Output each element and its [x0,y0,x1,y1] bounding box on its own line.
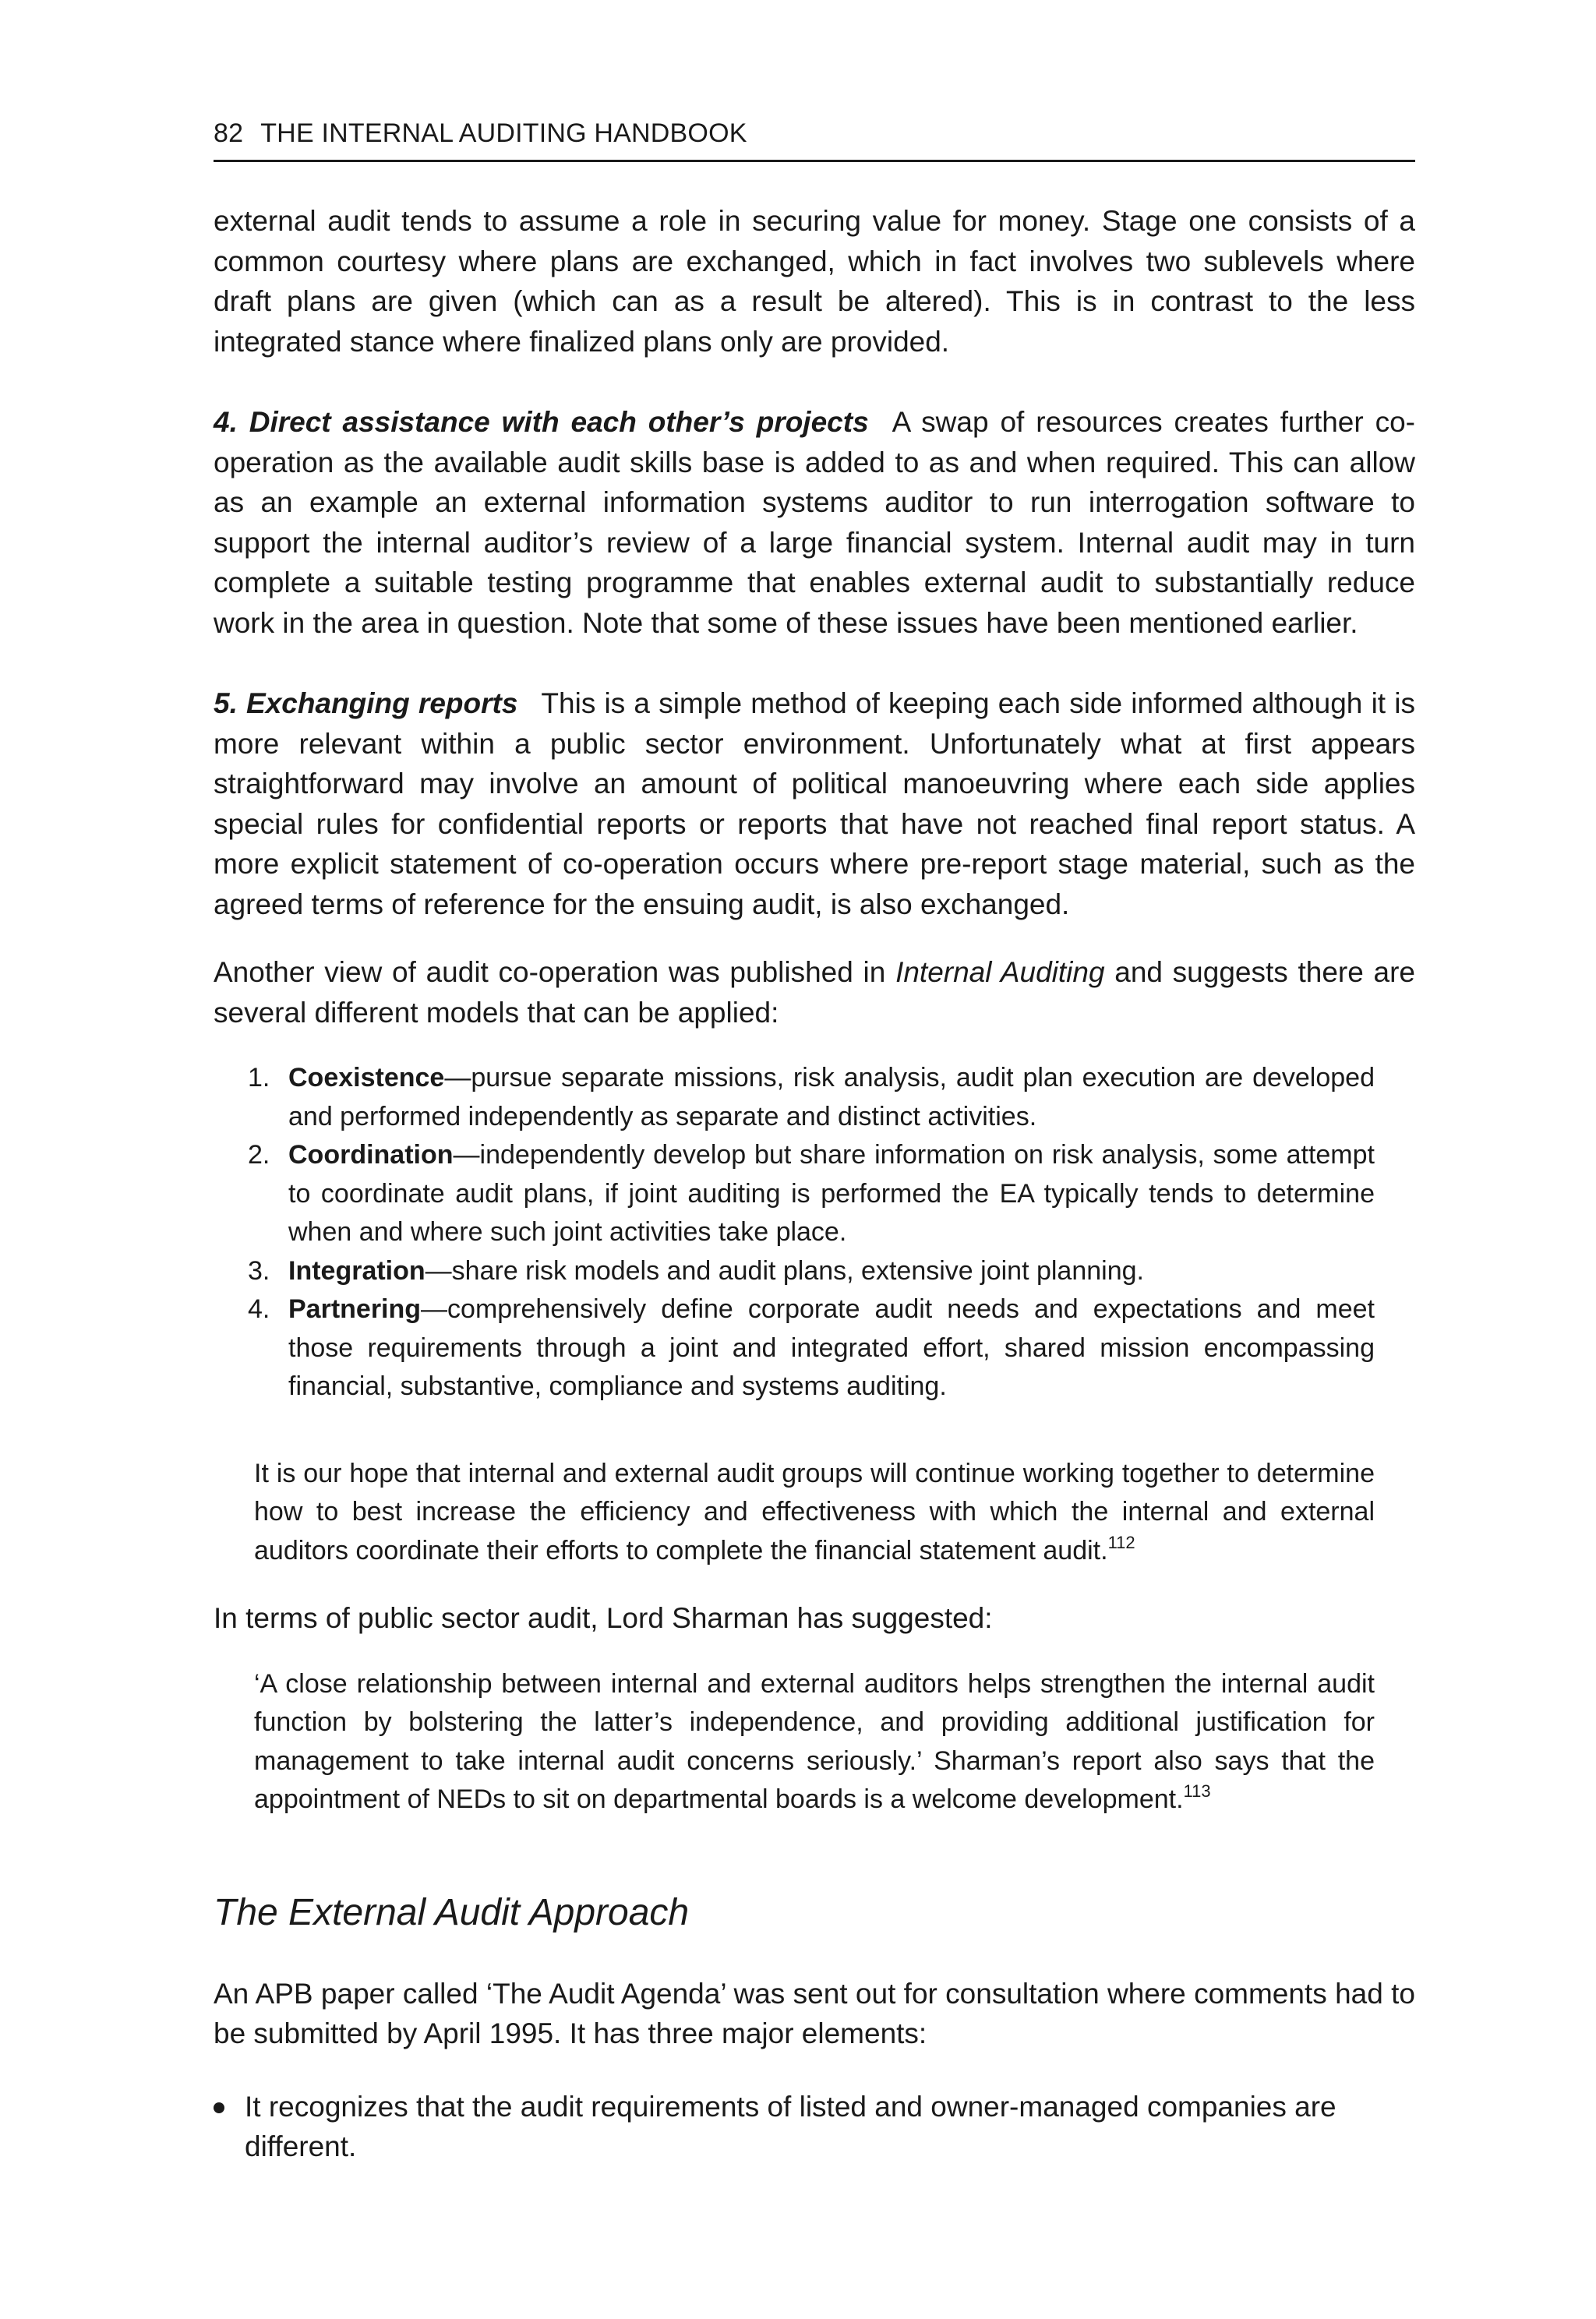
footnote-ref-112: 112 [1107,1532,1135,1552]
page-number: 82 [214,118,244,148]
models-intro-paragraph [214,952,1415,1032]
list-item [214,2087,1415,2167]
section-4-lead: 4. Direct assistance with each other’s projects [214,406,869,438]
block-quote-1 [254,1455,1375,1571]
list-number: 4. [248,1294,270,1324]
list-number: 3. [248,1255,270,1286]
section-heading: The External Audit Approach [214,1891,690,1933]
footnote-ref-113: 113 [1183,1781,1211,1801]
audit-models-list [214,1059,1415,1407]
model-description: —comprehensively define corporate audit needs and expectations and meet those requirements through a joint and integrated effort, shared mission encompassing financial, substantive, compliance and systems auditing. [288,1294,1375,1401]
bullet-text: It recognizes that the audit requirements of listed and owner-managed companies are different. [245,2090,1336,2162]
model-description: —share risk models and audit plans, extensive joint planning. [425,1255,1144,1286]
page-body [214,201,1415,2167]
intro-paragraph: external audit tends to assume a role in securing value for money. Stage one consists of a common courtesy where plans are exchanged, which in fact involves two sublevels where draft plans are given (which can as a result be altered). This is in contrast to the less integrated stance where finalized plans only are provided. [214,205,1415,358]
quote-2-text: ‘A close relationship between internal and external auditors helps strengthen the internal audit function by bolstering the latter’s independence, and providing additional justification for management to take internal audit concerns seriously.’ Sharman’s report also says that the appointment of NEDs to sit on departmental boards is a welcome development. [254,1668,1375,1814]
apb-paragraph: An APB paper called ‘The Audit Agenda’ was sent out for consultation where comments had to be submitted by April 1995. It has three major elements: [214,1977,1415,2049]
model-term: Integration [288,1255,425,1286]
running-header [214,118,1415,162]
list-item [248,1290,1375,1407]
list-number: 1. [248,1063,270,1092]
bullet-icon [214,2102,224,2113]
list-item [248,1136,1375,1252]
section-5-text: This is a simple method of keeping each side informed although it is more relevant within a public sector environment. Unfortunately what at first appears straightforward may involve an amount of political manoeuvring where each side applies special rules for confidential reports or reports that have not reached final report status. A more explicit statement of co-operation occurs where pre-report stage material, such as the agreed terms of reference for the ensuing audit, is also exchanged. [214,687,1415,920]
list-number: 2. [248,1140,270,1170]
list-item [248,1059,1375,1136]
section-5-lead: 5. Exchanging reports [214,687,518,719]
models-intro-text-before: Another view of audit co-operation was published in [214,956,896,988]
sharman-paragraph: In terms of public sector audit, Lord Sharman has suggested: [214,1602,993,1634]
elements-bullet-list [214,2087,1415,2167]
section-4-paragraph [214,402,1415,643]
list-item [248,1252,1375,1291]
model-description: —independently develop but share information on risk analysis, some attempt to coordinate audit plans, if joint auditing is performed the EA typically tends to determine when and where such joint activities take place. [288,1140,1375,1247]
model-term: Coordination [288,1140,454,1170]
running-title: THE INTERNAL AUDITING HANDBOOK [260,118,747,148]
journal-title: Internal Auditing [895,956,1105,988]
models-intro-text-after: and suggests there are several different models that can be applied: [214,956,1416,1029]
block-quote-2 [254,1665,1375,1820]
section-4-text: A swap of resources creates further co-operation as the available audit skills base is added to as and when required. This can allow as an example an external information systems auditor to run interrogation software to support the internal auditor’s review of a large financial system. Internal audit may in turn complete a suitable testing programme that enables external audit to substantially reduce work in the area in question. Note that some of these issues have been mentioned earlier. [214,406,1415,639]
quote-1-text: It is our hope that internal and external audit groups will continue working together to determine how to best increase the efficiency and effectiveness with which the internal and external auditors coordinate their efforts to complete the financial statement audit. [254,1458,1375,1565]
section-5-paragraph [214,683,1415,924]
model-description: —pursue separate missions, risk analysis, audit plan execution are developed and performed independently as separate and distinct activities. [288,1063,1375,1131]
model-term: Partnering [288,1294,422,1324]
model-term: Coexistence [288,1063,445,1092]
